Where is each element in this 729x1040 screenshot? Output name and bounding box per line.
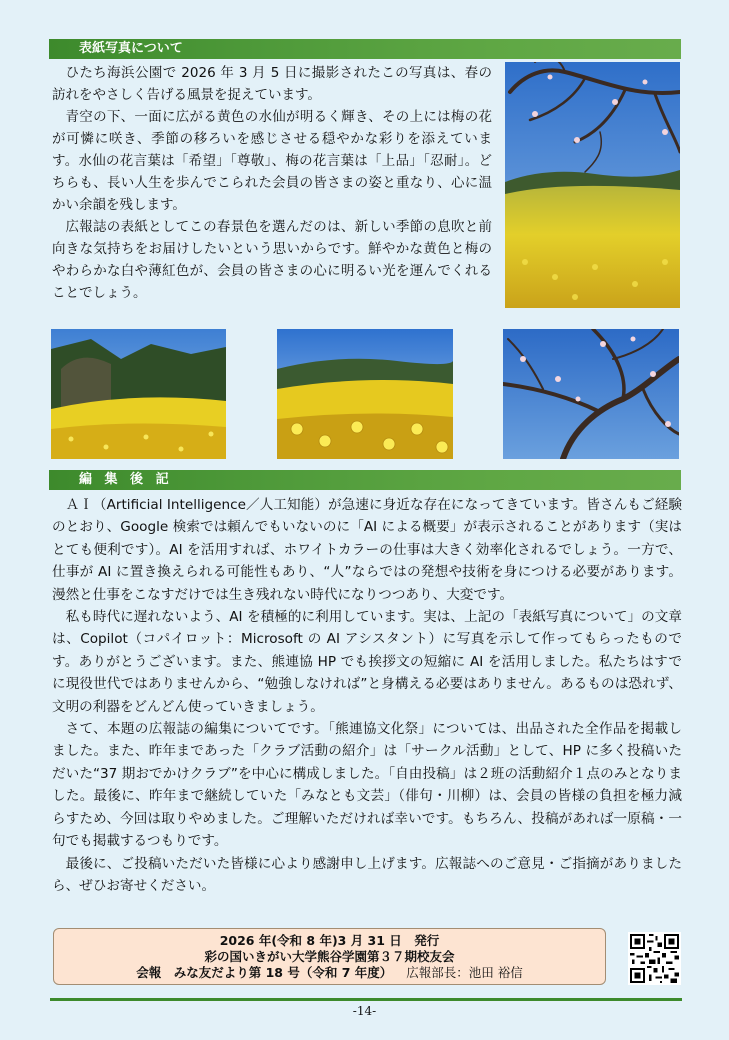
colophon-department: 広報部長：池田 裕信: [406, 965, 523, 980]
editor-paragraph-2: 私も時代に遅れないよう、AI を積極的に利用しています。実は、上記の「表紙写真について」の文章は、Copilot（コパイロット：Microsoft の AI アシスタント）に写真を示して作ってもらったものです。ありがとうございます。また、熊連協 HP でも挨拶文の短縮に AI を活用しました。私たちはすでに現役世代ではありませんから、“勉強しなければ”と身構える必要はありません。あるものは恐れず、文明の利器をどんどん使っていきましょう。: [52, 609, 682, 715]
editor-afterword-heading: 編 集 後 記: [49, 470, 681, 490]
cover-photo-heading: 表紙写真について: [49, 39, 681, 59]
editor-afterword-text: [52, 494, 682, 897]
colophon-newsletter-title: [54, 965, 605, 981]
qr-code-icon[interactable]: [628, 932, 681, 985]
colophon-issue-date: 2026 年(令和 8 年)3 月 31 日 発行: [219, 933, 440, 948]
photo-plum-and-daffodils: [505, 62, 680, 308]
editor-paragraph-4: 最後に、ご投稿いただいた皆様に心より感謝申し上げます。広報誌へのご意見・ご指摘がありましたら、ぜひお寄せください。: [52, 855, 682, 894]
colophon-box: [53, 928, 606, 985]
page-number: -14-: [352, 1004, 377, 1018]
cover-photo-text: [52, 62, 492, 304]
cover-paragraph-3: 広報誌の表紙としてこの春景色を選んだのは、新しい季節の息吹と前向きな気持ちをお届けしたいという思いからです。鮮やかな黄色と梅のやわらかな白や薄紅色が、会員の皆さまの心に明るい光を運んでくれることでしょう。: [52, 219, 492, 301]
editor-paragraph-1: ＡＩ（Artificial Intelligence／人工知能）が急速に身近な存在になってきています。皆さんもご経験のとおり、Google 検索では頼んでもいないのに「AI による概要」が表示されることがあります（実はとても便利です）。AI を活用すれば、ホワイトカラーの仕事は大きく効率化されるでしょう。一方で、仕事が AI に置き換えられる可能性もあり、“人”ならではの発想や技術を身につける必要があります。漫然と仕事をこなすだけでは生き残れない時代になりつつあり、大変です。: [52, 497, 682, 603]
footer-rule: [50, 998, 682, 1001]
colophon-publisher: 彩の国いきがい大学熊谷学園第３７期校友会: [204, 949, 455, 964]
photo-daffodil-closeup: [277, 329, 453, 459]
photo-plum-branches: [503, 329, 679, 459]
cover-paragraph-2: 青空の下、一面に広がる黄色の水仙が明るく輝き、その上には梅の花が可憐に咲き、季節の移ろいを感じさせる穏やかな彩りを添えています。水仙の花言葉は「希望」「尊敬」、梅の花言葉は「上品」「忍耐」。どちらも、長い人生を歩んでこられた会員の皆さまの姿と重なり、心に温かい余韻を残します。: [52, 109, 492, 213]
editor-paragraph-3: さて、本題の広報誌の編集についてです。「熊連協文化祭」については、出品された全作品を掲載しました。また、昨年まであった「クラブ活動の紹介」は「サークル活動」として、HP に多く投稿いただいた“37 期おでかけクラブ”を中心に構成しました。「自由投稿」は２班の活動紹介１点のみとなりました。最後に、昨年まで継続していた「みなとも文芸」（俳句・川柳）は、会員の皆様の負担を極力減らすため、今回は取りやめました。ご理解いただければ幸いです。もちろん、投稿があれば一原稿・一句でも掲載するつもりです。: [52, 721, 682, 850]
cover-paragraph-1: ひたち海浜公園で 2026 年 3 月 5 日に撮影されたこの写真は、春の訪れをやさしく告げる風景を捉えています。: [52, 65, 492, 103]
colophon-issue: 会報 みな友だより第 18 号（令和 7 年度）: [136, 965, 393, 980]
photo-pines-and-daffodils: [51, 329, 226, 459]
